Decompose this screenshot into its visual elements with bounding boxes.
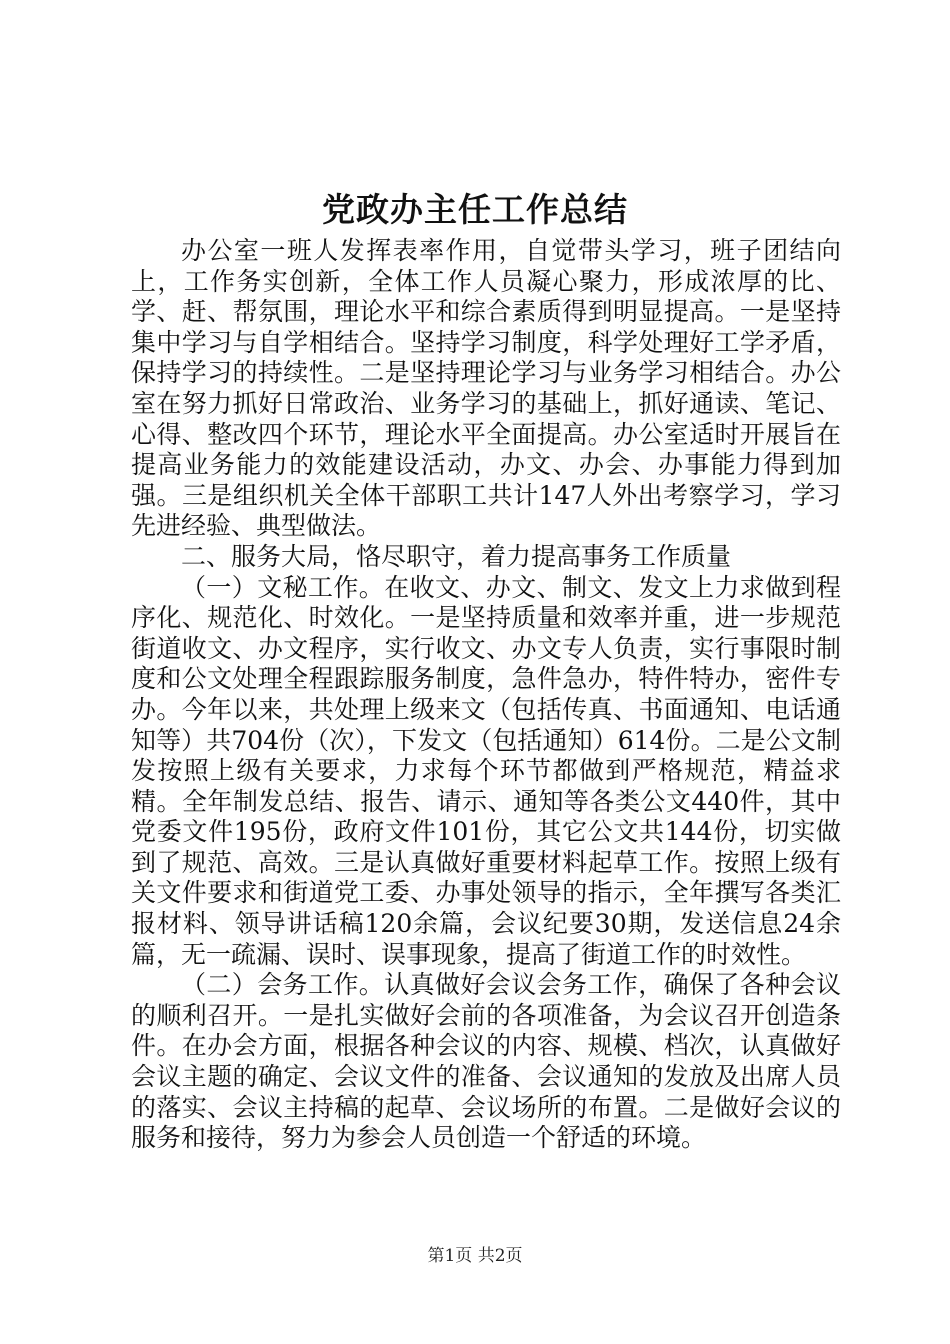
- paragraph-study: 办公室一班人发挥表率作用，自觉带头学习，班子团结向上，工作务实创新，全体工作人员凝心聚力，形成浓厚的比、学、赶、帮氛围，理论水平和综合素质得到明显提高。一是坚持集中学习与自学相结合。坚持学习制度，科学处理好工学矛盾，保持学习的持续性。二是坚持理论学习与业务学习相结合。办公室在努力抓好日常政治、业务学习的基础上，抓好通读、笔记、心得、整改四个环节，理论水平全面提高。办公室适时开展旨在提高业务能力的效能建设活动，办文、办会、办事能力得到加强。三是组织机关全体干部职工共计147人外出考察学习，学习先进经验、典型做法。: [131, 236, 841, 541]
- document-title: 党政办主任工作总结: [322, 190, 628, 229]
- paragraph-secretarial-work: （一）文秘工作。在收文、办文、制文、发文上力求做到程序化、规范化、时效化。一是坚持质量和效率并重，进一步规范街道收文、办文程序，实行收文、办文专人负责，实行事限时制度和公文处理全程跟踪服务制度，急件急办，特件特办，密件专办。今年以来，共处理上级来文（包括传真、书面通知、电话通知等）共704份（次），下发文（包括通知）614份。二是公文制发按照上级有关要求，力求每个环节都做到严格规范，精益求精。全年制发总结、报告、请示、通知等各类公文440件，其中党委文件195份，政府文件101份，其它公文共144份，切实做到了规范、高效。三是认真做好重要材料起草工作。按照上级有关文件要求和街道党工委、办事处领导的指示，全年撰写各类汇报材料、领导讲话稿120余篇，会议纪要30期，发送信息24余篇，无一疏漏、误时、误事现象，提高了街道工作的时效性。: [131, 572, 841, 969]
- section-heading-service: 二、服务大局，恪尽职守，着力提高事务工作质量: [181, 541, 732, 571]
- paragraph-meeting-work: （二）会务工作。认真做好会议会务工作，确保了各种会议的顺利召开。一是扎实做好会前的各项准备，为会议召开创造条件。在办会方面，根据各种会议的内容、规模、档次，认真做好会议主题的确定、会议文件的准备、会议通知的发放及出席人员的落实、会议主持稿的起草、会议场所的布置。二是做好会议的服务和接待，努力为参会人员创造一个舒适的环境。: [131, 970, 841, 1153]
- document-body: [131, 236, 841, 1154]
- page-number: 第1页 共2页: [427, 1246, 523, 1266]
